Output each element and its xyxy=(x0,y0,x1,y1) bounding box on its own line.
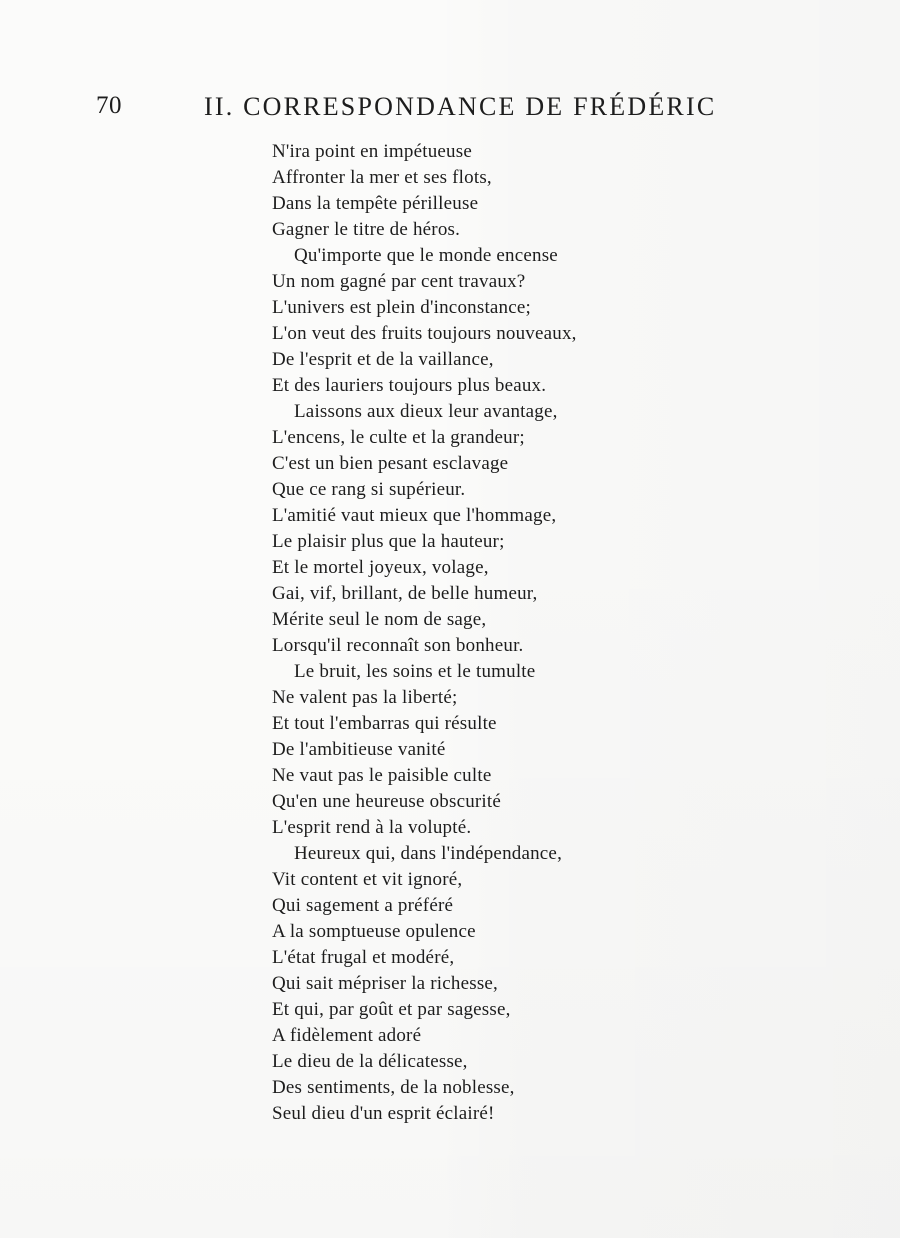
poem-line: Qui sait mépriser la richesse, xyxy=(272,973,499,994)
poem-line: L'état frugal et modéré, xyxy=(272,947,455,968)
page-number: 70 xyxy=(96,92,122,119)
poem-line: Heureux qui, dans l'indépendance, xyxy=(294,843,563,864)
poem-line: Ne vaut pas le paisible culte xyxy=(272,765,492,786)
running-head xyxy=(96,92,736,126)
poem-line: Qu'importe que le monde encense xyxy=(294,245,558,266)
poem-line: Des sentiments, de la noblesse, xyxy=(272,1077,515,1098)
poem-line: Le dieu de la délicatesse, xyxy=(272,1051,468,1072)
poem-line: Et qui, par goût et par sagesse, xyxy=(272,999,511,1020)
poem-line: De l'ambitieuse vanité xyxy=(272,739,446,760)
poem-line: L'esprit rend à la volupté. xyxy=(272,817,472,838)
poem-line: Le plaisir plus que la hauteur; xyxy=(272,531,505,552)
page-header-title: II. CORRESPONDANCE DE FRÉDÉRIC xyxy=(204,92,717,121)
poem-line: Ne valent pas la liberté; xyxy=(272,687,458,708)
poem-body xyxy=(272,139,692,1127)
poem-line: De l'esprit et de la vaillance, xyxy=(272,349,494,370)
poem-line: L'amitié vaut mieux que l'hommage, xyxy=(272,505,557,526)
poem-line: Gai, vif, brillant, de belle humeur, xyxy=(272,583,538,604)
poem-line: Lorsqu'il reconnaît son bonheur. xyxy=(272,635,524,656)
poem-line: Dans la tempête périlleuse xyxy=(272,193,479,214)
poem-line: L'univers est plein d'inconstance; xyxy=(272,297,531,318)
poem-line: N'ira point en impétueuse xyxy=(272,141,472,162)
poem-line: Et des lauriers toujours plus beaux. xyxy=(272,375,547,396)
poem-line: A fidèlement adoré xyxy=(272,1025,422,1046)
poem-line: A la somptueuse opulence xyxy=(272,921,476,942)
poem-line: Un nom gagné par cent travaux? xyxy=(272,271,526,292)
poem-line: Gagner le titre de héros. xyxy=(272,219,461,240)
poem-line: Laissons aux dieux leur avantage, xyxy=(294,401,558,422)
poem-line: L'on veut des fruits toujours nouveaux, xyxy=(272,323,577,344)
poem-line: Qu'en une heureuse obscurité xyxy=(272,791,502,812)
poem-line: Qui sagement a préféré xyxy=(272,895,454,916)
poem-line: Et le mortel joyeux, volage, xyxy=(272,557,489,578)
poem-line: Vit content et vit ignoré, xyxy=(272,869,463,890)
poem-line: C'est un bien pesant esclavage xyxy=(272,453,509,474)
poem-line: Seul dieu d'un esprit éclairé! xyxy=(272,1103,495,1124)
poem-line: L'encens, le culte et la grandeur; xyxy=(272,427,525,448)
poem-line: Mérite seul le nom de sage, xyxy=(272,609,487,630)
poem-line: Affronter la mer et ses flots, xyxy=(272,167,492,188)
poem-line: Que ce rang si supérieur. xyxy=(272,479,466,500)
poem-line: Le bruit, les soins et le tumulte xyxy=(294,661,536,682)
poem-line: Et tout l'embarras qui résulte xyxy=(272,713,497,734)
